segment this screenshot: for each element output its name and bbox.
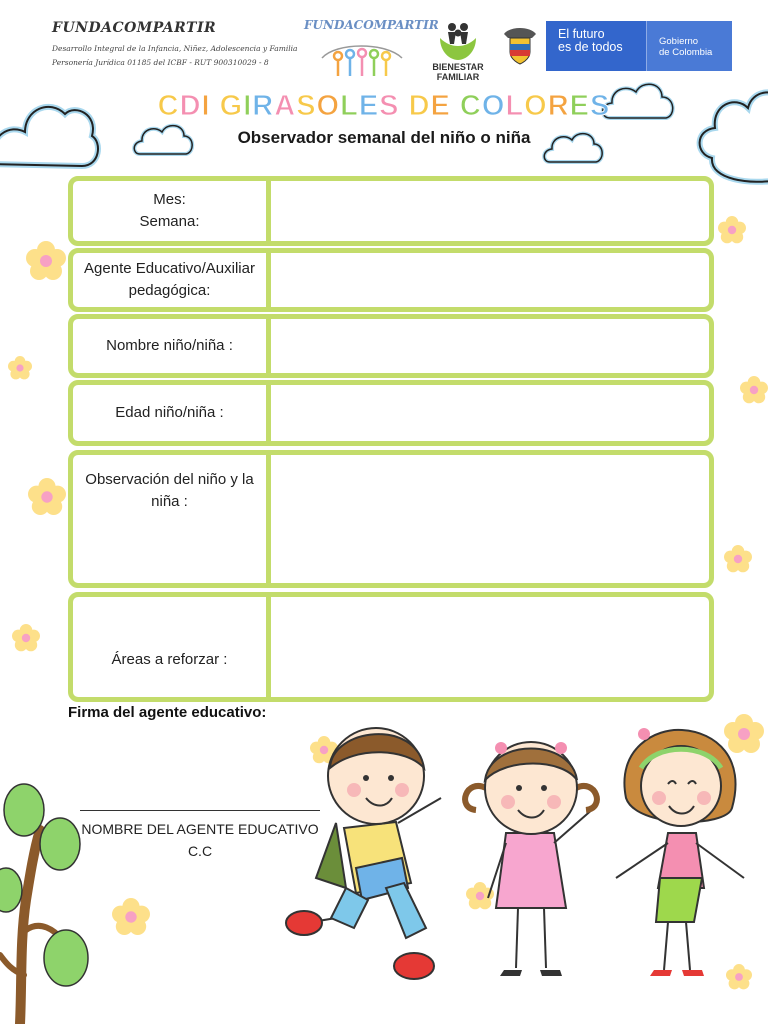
title-letter: G xyxy=(219,90,244,122)
form-field-observacion[interactable] xyxy=(271,455,709,583)
signature-heading: Firma del agente educativo: xyxy=(68,704,267,721)
title-letter: O xyxy=(316,90,341,122)
title-letter: C xyxy=(157,90,180,122)
title-letter: O xyxy=(524,90,548,122)
page-subtitle: Observador semanal del niño o niña xyxy=(237,128,531,147)
flower-icon xyxy=(8,356,32,380)
bienestar-familiar-logo xyxy=(436,18,480,62)
gobierno-de-colombia-banner xyxy=(546,21,732,71)
flower-icon xyxy=(740,370,768,410)
form-row-agente-educativo xyxy=(68,248,714,312)
org-name: FUNDACOMPARTIR xyxy=(52,20,217,36)
agent-name-label: NOMBRE DEL AGENTE EDUCATIVO xyxy=(81,821,319,837)
title-letter: R xyxy=(252,90,275,122)
form-row-observacion xyxy=(68,450,714,588)
page-title xyxy=(0,90,768,123)
fundacompartir-logo-text: FUNDACOMPARTIR xyxy=(304,18,439,32)
gov-slogan: El futuro es de todos xyxy=(546,21,646,71)
org-legal-info: Personería Jurídica 01185 del ICBF - RUT 900310029 - 8 xyxy=(52,58,269,67)
form-field-areas-reforzar[interactable] xyxy=(271,597,709,697)
title-letter: R xyxy=(547,90,570,122)
title-letter xyxy=(400,90,409,122)
title-letter: E xyxy=(430,90,451,122)
form-field-edad[interactable] xyxy=(271,385,709,441)
form-label: Agente Educativo/Auxiliar pedagógica: xyxy=(73,253,271,307)
girl-headband-figure xyxy=(616,728,744,976)
flower-icon xyxy=(112,898,150,936)
title-letter: I xyxy=(243,90,253,122)
form-label: Áreas a reforzar : xyxy=(73,597,271,697)
flower-icon xyxy=(12,624,40,652)
boy-figure xyxy=(286,728,441,979)
title-letter: S xyxy=(296,90,317,122)
title-letter: S xyxy=(379,90,400,122)
form-label: Edad niño/niña : xyxy=(73,385,271,441)
tree-illustration xyxy=(0,780,100,1024)
form-label: Observación del niño y la niña : xyxy=(73,455,271,583)
title-letter xyxy=(451,90,460,122)
form-field-nombre[interactable] xyxy=(271,319,709,373)
title-letter: L xyxy=(505,90,525,122)
flower-icon xyxy=(718,216,746,244)
title-letter: E xyxy=(358,90,380,122)
title-letter xyxy=(211,90,220,122)
children-illustration xyxy=(276,718,756,1008)
form-label: Mes: Semana: xyxy=(73,181,271,241)
gov-name: Gobierno de Colombia xyxy=(646,21,732,71)
agent-id-label: C.C xyxy=(187,843,213,859)
form-label: Nombre niño/niña : xyxy=(73,319,271,373)
girl-pink-figure xyxy=(465,742,597,976)
flower-icon xyxy=(26,241,66,281)
form-row-edad xyxy=(68,380,714,446)
title-letter: C xyxy=(459,90,482,122)
title-letter: S xyxy=(590,90,611,122)
form-field-mes-semana[interactable] xyxy=(271,181,709,241)
fundacompartir-logo xyxy=(316,32,408,80)
form-row-areas-reforzar xyxy=(68,592,714,702)
bienestar-familiar-label: BIENESTAR FAMILIAR xyxy=(432,62,484,82)
flower-icon xyxy=(724,545,752,573)
title-letter: L xyxy=(340,90,359,122)
title-letter: D xyxy=(179,90,202,122)
title-letter: A xyxy=(274,90,297,122)
title-letter: O xyxy=(481,90,506,122)
form-row-nombre xyxy=(68,314,714,378)
form-field-agente-educativo[interactable] xyxy=(271,253,709,307)
colombia-shield-logo xyxy=(500,24,540,68)
title-letter: I xyxy=(201,90,211,122)
form-row-mes-semana xyxy=(68,176,714,246)
org-tagline: Desarrollo Integral de la Infancia, Niñez, Adolescencia y Familia xyxy=(52,44,298,53)
title-letter: E xyxy=(569,90,591,122)
flower-icon xyxy=(28,478,66,516)
title-letter: D xyxy=(408,90,431,122)
